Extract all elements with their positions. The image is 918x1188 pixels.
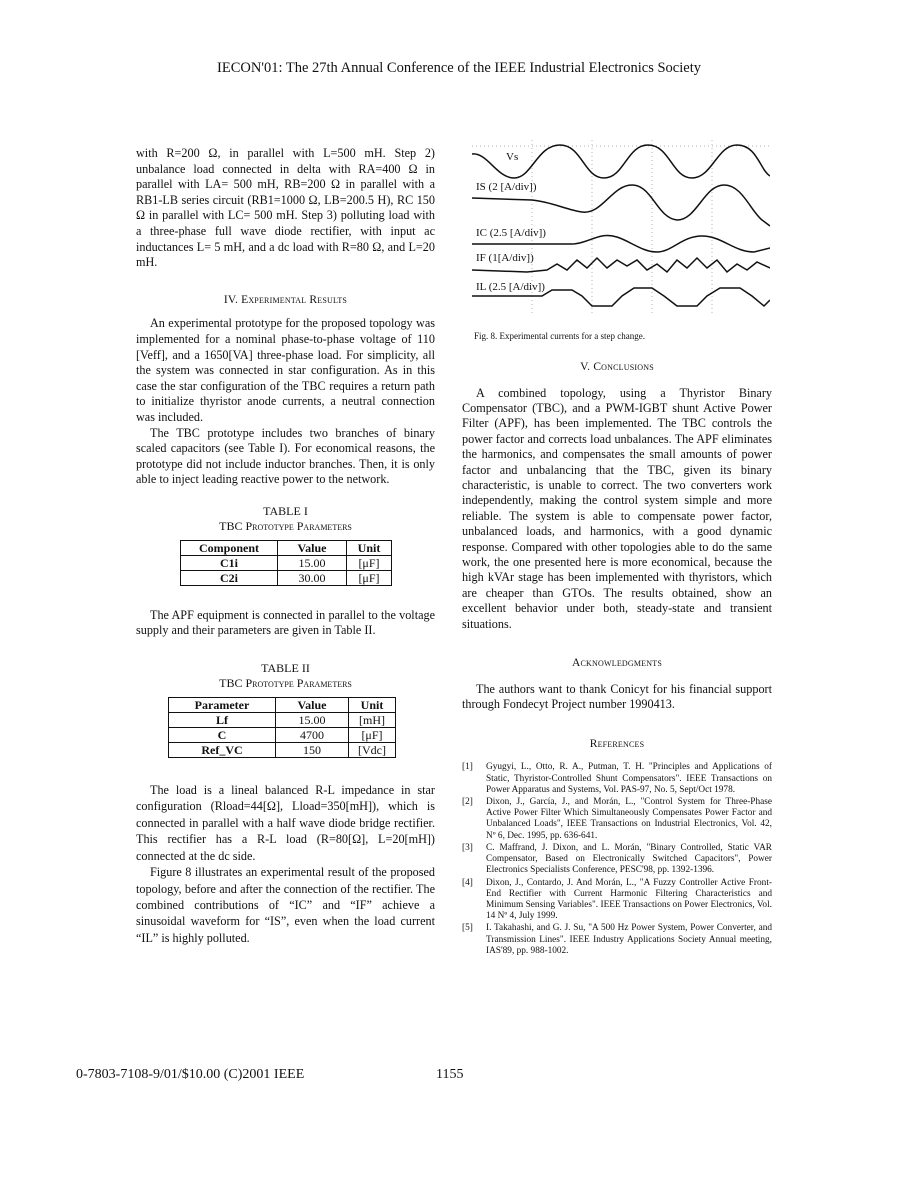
fig-label-is: IS (2 [A/div]) (476, 181, 537, 193)
paragraph-prototype: An experimental prototype for the proposed topology was implemented for a nominal phase-to-phase voltage of 110 [Veff], and a 1650[VA] three-phase load. For simplicity, all the system was connected in star configuration. As in this case the star configuration of the TBC requires a return path to initialize thyristor anode currents, a neutral connection was included. (136, 316, 435, 424)
table2-title: TBC Prototype Parameters (219, 676, 352, 691)
table-row (181, 570, 392, 585)
running-header: IECON'01: The 27th Annual Conference of the IEEE Industrial Electronics Society (217, 60, 701, 76)
ref-number: [2] (462, 797, 473, 808)
references-list (462, 762, 772, 956)
list-item (462, 797, 772, 842)
paragraph-ack: The authors want to thank Conicyt for his financial support through Fondecyt Project number 1990413. (462, 681, 772, 712)
list-item (462, 843, 772, 877)
section-4-title: IV. Experimental Results (223, 293, 348, 306)
copyright-footer: 0-7803-7108-9/01/$10.00 (C)2001 IEEE (76, 1067, 305, 1082)
table-cell: [μF] (347, 570, 392, 585)
page-number: 1155 (436, 1067, 464, 1082)
table-cell: [Vdc] (349, 743, 396, 758)
table2-label: TABLE II (261, 661, 310, 676)
list-item (462, 762, 772, 796)
ref-text: Dixon, J., Contardo, J. And Morán, L., "A Fuzzy Controller Active Front-End Rectifier with Current Harmonic Filtering Characteristics and Minimum Sensing Variables". IEEE Transactions on Power Electronics, Vol. 14 Nº 4, July 1999. (486, 877, 772, 922)
table-cell: 150 (276, 743, 349, 758)
table-cell: [μF] (349, 728, 396, 743)
table1 (180, 540, 392, 586)
fig-label-vs: Vs (506, 151, 519, 163)
table-cell: C1i (181, 555, 278, 570)
ref-number: [4] (462, 877, 473, 888)
table2 (168, 697, 396, 758)
references-title: References (589, 737, 645, 750)
table-row (169, 743, 396, 758)
section-5-title: V. Conclusions (580, 361, 654, 373)
table-cell: [mH] (349, 713, 396, 728)
table2-header: Value (276, 698, 349, 713)
table2-header: Unit (349, 698, 396, 713)
paragraph-apf: The APF equipment is connected in parallel to the voltage supply and their parameters are given in Table II. (136, 607, 435, 638)
paragraph-figure8: Figure 8 illustrates an experimental result of the proposed topology, before and after the connection of the rectifier. The combined contributions of “IC” and “IF” achieve a sinusoidal waveform for “IS”, even when the load current “IL” is highly polluted. (136, 865, 435, 945)
table2-header: Parameter (169, 698, 276, 713)
figure-caption: Fig. 8. Experimental currents for a step change. (474, 331, 645, 341)
list-item (462, 878, 772, 923)
table-row (169, 713, 396, 728)
table1-label: TABLE I (263, 503, 308, 518)
table-row (181, 555, 392, 570)
paragraph-conclusions: A combined topology, using a Thyristor Binary Compensator (TBC), and a PWM-IGBT shunt Active Power Filter (APF), has been implemented. The TBC controls the power factor and corrects load unbalances. The APF eliminates the harmonics, and compensates the small amounts of power factor and unbalancing that the TBC, given its binary characteristic, is unable to correct. The two converters work independently, making the control system simple and more reliable. The system is able to compensate power factor, unbalanced loads, and harmonics, with a good dynamic response. Compared with other topologies able to do the same work, the one presented here is more economical, because the high kVAr stage has been implemented with thyristors, which are cheaper than GTOs. The results obtained, show an excellent behavior under both, steady-state and transient situations. (462, 385, 772, 631)
table-cell: 30.00 (278, 570, 347, 585)
ref-text: Gyugyi, L., Otto, R. A., Putman, T. H. "Principles and Applications of Static, Thyristor-Controlled Shunt Compensators". IEEE Transactions on Power Apparatus and Systems, Vol. PAS-97, No. 5, Sept/Oct 1978. (486, 762, 772, 795)
table1-header: Component (181, 540, 278, 555)
ref-number: [1] (462, 762, 473, 773)
table-cell: [μF] (347, 555, 392, 570)
table-cell: Ref_VC (169, 743, 276, 758)
list-item (462, 923, 772, 957)
table1-header: Value (278, 540, 347, 555)
table-row (169, 728, 396, 743)
table-cell: 15.00 (276, 713, 349, 728)
table-cell: 15.00 (278, 555, 347, 570)
fig-label-if: IF (1[A/div]) (476, 252, 534, 264)
left-column (136, 146, 435, 946)
figure-8-oscilloscope (472, 140, 770, 320)
ref-number: [5] (462, 923, 473, 934)
ref-number: [3] (462, 842, 473, 853)
table-cell: C (169, 728, 276, 743)
ack-title: Acknowledgments (572, 657, 662, 670)
right-column (462, 360, 772, 958)
paragraph-load: The load is a lineal balanced R-L impedance in star configuration (Rload=44[Ω], Lload=350[mH]), which is connected in parallel with a half wave diode bridge rectifier. This rectifier has a R-L load (R=80[Ω], L=20[mH]) connected at the dc side. (136, 783, 435, 863)
table-cell: C2i (181, 570, 278, 585)
intro-paragraph: with R=200 Ω, in parallel with L=500 mH. Step 2) unbalance load connected in delta with RA=400 Ω in parallel with LA= 500 mH, RB=200 Ω in parallel with a RB1-LB series circuit (RB1=1000 Ω, LB=200.5 H), RC 150 Ω in parallel with LC= 500 mH. Step 3) polluting load with a three-phase full wave diode rectifier, with input ac inductances L= 5 mH, and a dc load with R=80 Ω, and L=20 mH. (136, 146, 435, 270)
paragraph-tbc: The TBC prototype includes two branches of binary scaled capacitors (see Table I). For economical reasons, the prototype did not include inductor branches. Then, it is only able to inject leading reactive power to the network. (136, 425, 435, 487)
table-cell: Lf (169, 713, 276, 728)
fig-label-il: IL (2.5 [A/div]) (476, 281, 545, 293)
ref-text: Dixon, J., García, J., and Morán, L., "Control System for Three-Phase Active Power Filter Which Simultaneously Compensates Power Factor and Unbalanced Loads", IEEE Transactions on Industrial Electronics, Vol. 42, Nº 6, Dec. 1995, pp. 636-641. (486, 797, 772, 841)
table-cell: 4700 (276, 728, 349, 743)
table1-title: TBC Prototype Parameters (219, 518, 352, 533)
fig-label-ic: IC (2.5 [A/div]) (476, 227, 546, 239)
ref-text: C. Maffrand, J. Dixon, and L. Morán, "Binary Controlled, Static VAR Compensator, Based on Electronically Switched Capacitors", Power Electronics Specialists Conference, PESC'98, pp. 1392-1396. (486, 842, 772, 876)
table1-header: Unit (347, 540, 392, 555)
ref-text: I. Takahashi, and G. J. Su, "A 500 Hz Power System, Power Converter, and Transmission Lines". IEEE Industry Applications Society Annual meeting, IAS'89, pp. 988-1002. (486, 923, 772, 956)
